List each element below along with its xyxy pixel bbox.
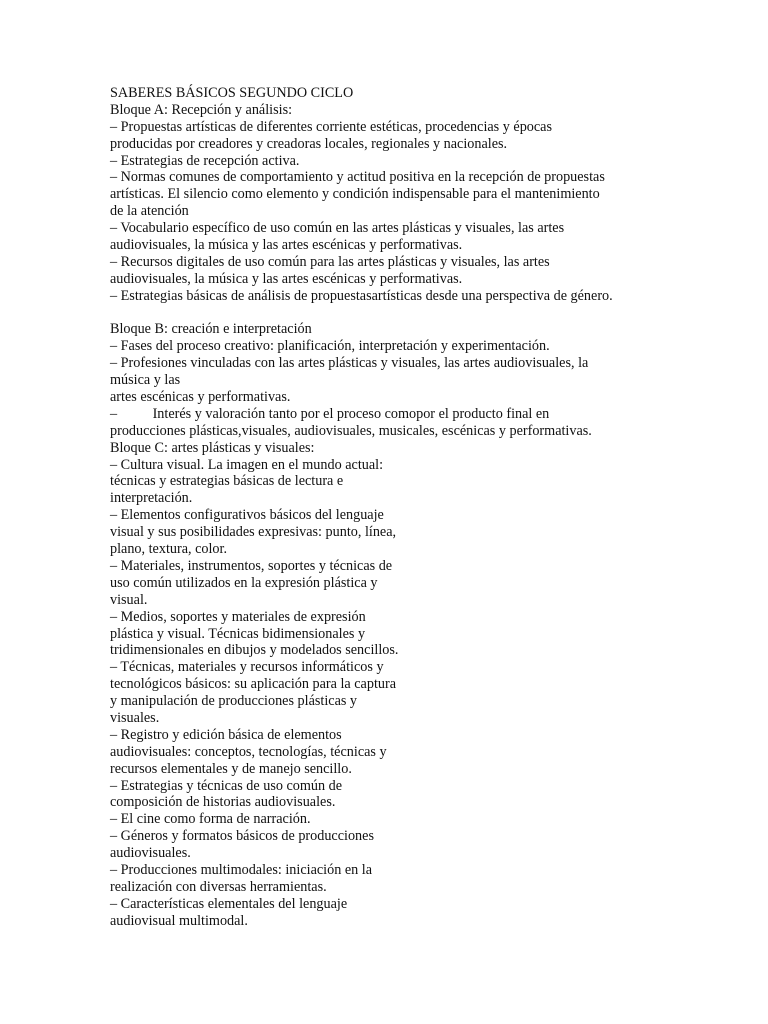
block-c-line: – Registro y edición básica de elementos — [110, 726, 342, 743]
block-c-line: uso común utilizados en la expresión plástica y — [110, 574, 378, 591]
block-c-line: y manipulación de producciones plásticas y — [110, 693, 358, 710]
block-c-heading: Bloque C: artes plásticas y visuales: — [110, 439, 315, 456]
block-c-line: audiovisuales. — [110, 845, 191, 862]
block-b-heading: Bloque B: creación e interpretación — [110, 321, 312, 338]
block-c-line: – Características elementales del lenguaje — [110, 895, 348, 912]
block-a-line: artísticas. El silencio como elemento y condición indispensable para el mantenimiento — [110, 186, 600, 203]
block-a-line: – Recursos digitales de uso común para las artes plásticas y visuales, las artes — [110, 253, 550, 270]
block-a-line: de la atención — [110, 203, 189, 220]
block-c-line: visual. — [110, 591, 148, 608]
block-c-line: audiovisual multimodal. — [110, 912, 248, 929]
block-a-line: – Propuestas artísticas de diferentes corriente estéticas, procedencias y épocas — [110, 118, 552, 135]
block-a-line: – Estrategias básicas de análisis de propuestasartísticas desde una perspectiva de género. — [110, 287, 613, 304]
block-c-line: – El cine como forma de narración. — [110, 811, 311, 828]
block-c-line: plano, textura, color. — [110, 541, 228, 558]
block-c-line: – Géneros y formatos básicos de producciones — [110, 828, 374, 845]
block-c-line: realización con diversas herramientas. — [110, 878, 327, 895]
block-a-line: – Vocabulario específico de uso común en las artes plásticas y visuales, las artes — [110, 220, 565, 237]
block-b-line: – Interés y valoración tanto por el proceso comopor el producto final en — [110, 405, 550, 422]
block-c-line: recursos elementales y de manejo sencillo. — [110, 760, 352, 777]
document-title: SABERES BÁSICOS SEGUNDO CICLO — [110, 85, 354, 101]
block-c-line: – Producciones multimodales: iniciación en la — [110, 861, 373, 878]
block-c-line: audiovisuales: conceptos, tecnologías, técnicas y — [110, 743, 387, 760]
block-b-line: artes escénicas y performativas. — [110, 389, 291, 406]
block-a-line: – Estrategias de recepción activa. — [110, 152, 300, 169]
block-a-line: producidas por creadores y creadoras locales, regionales y nacionales. — [110, 135, 508, 152]
block-c-line: visual y sus posibilidades expresivas: punto, línea, — [110, 524, 397, 541]
block-c-line: visuales. — [110, 709, 160, 726]
block-c-line: plástica y visual. Técnicas bidimensionales y — [110, 625, 366, 642]
block-c-line: composición de historias audiovisuales. — [110, 794, 336, 811]
document-page — [110, 85, 670, 930]
block-c-line: – Materiales, instrumentos, soportes y técnicas de — [110, 557, 393, 574]
block-b-line: música y las — [110, 372, 181, 389]
block-c-line: tecnológicos básicos: su aplicación para la captura — [110, 676, 397, 693]
block-b-line: producciones plásticas,visuales, audiovisuales, musicales, escénicas y performativas. — [110, 422, 592, 439]
block-a-line: audiovisuales, la música y las artes escénicas y performativas. — [110, 237, 463, 254]
block-a-line: audiovisuales, la música y las artes escénicas y performativas. — [110, 270, 463, 287]
block-c-line: interpretación. — [110, 490, 193, 507]
block-a-line: – Normas comunes de comportamiento y actitud positiva en la recepción de propuestas — [110, 169, 605, 186]
block-c-line: – Medios, soportes y materiales de expresión — [110, 608, 366, 625]
block-b-line: – Fases del proceso creativo: planificación, interpretación y experimentación. — [110, 338, 550, 355]
block-c-line: – Estrategias y técnicas de uso común de — [110, 777, 343, 794]
block-b-line: – Profesiones vinculadas con las artes plásticas y visuales, las artes audiovisuales, la — [110, 355, 589, 372]
block-c-line: tridimensionales en dibujos y modelados sencillos. — [110, 642, 399, 659]
block-c-line: – Elementos configurativos básicos del lenguaje — [110, 507, 384, 524]
block-c-line: – Cultura visual. La imagen en el mundo actual: — [110, 456, 384, 473]
block-c-line: – Técnicas, materiales y recursos informáticos y — [110, 659, 384, 676]
paragraph-gap — [110, 305, 670, 322]
block-c-line: técnicas y estrategias básicas de lectura e — [110, 473, 344, 490]
block-a-heading: Bloque A: Recepción y análisis: — [110, 101, 293, 118]
